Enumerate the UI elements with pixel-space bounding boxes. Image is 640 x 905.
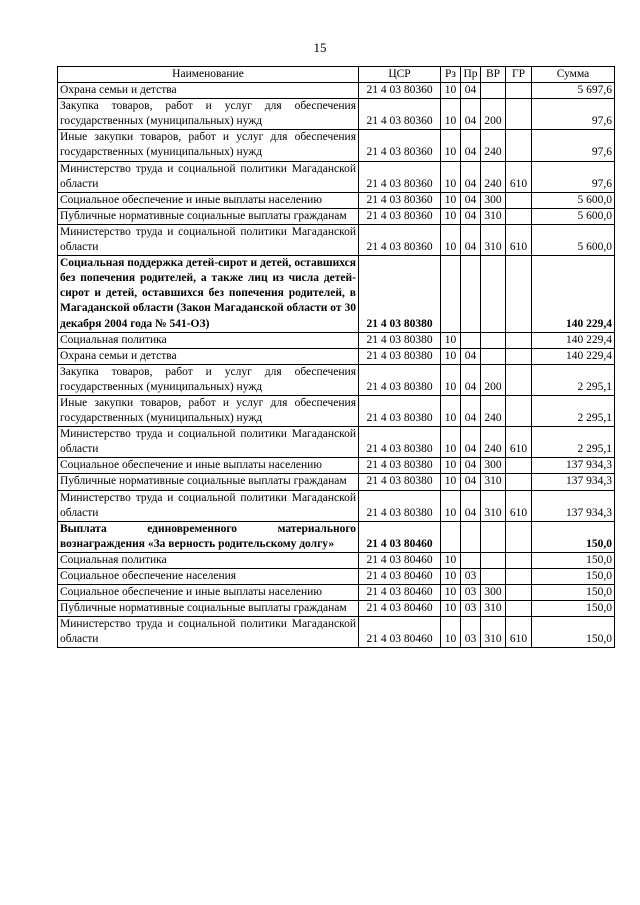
cell-sum: 5 600,0 bbox=[532, 192, 615, 208]
table-row bbox=[58, 427, 615, 458]
table-row bbox=[58, 458, 615, 474]
cell-vr: 310 bbox=[481, 617, 506, 648]
cell-sum: 140 229,4 bbox=[532, 348, 615, 364]
budget-table bbox=[57, 66, 615, 648]
cell-name: Охрана семьи и детства bbox=[58, 348, 359, 364]
header-rz: Рз bbox=[441, 67, 461, 83]
cell-pr: 04 bbox=[461, 99, 481, 130]
cell-name: Министерство труда и социальной политики Магаданской области bbox=[58, 224, 359, 255]
cell-gr bbox=[506, 601, 532, 617]
cell-rz: 10 bbox=[441, 192, 461, 208]
cell-csr: 21 4 03 80380 bbox=[359, 490, 441, 521]
cell-rz: 10 bbox=[441, 224, 461, 255]
cell-pr: 04 bbox=[461, 161, 481, 192]
cell-rz: 10 bbox=[441, 99, 461, 130]
cell-csr: 21 4 03 80380 bbox=[359, 256, 441, 332]
cell-csr: 21 4 03 80360 bbox=[359, 130, 441, 161]
cell-sum: 2 295,1 bbox=[532, 427, 615, 458]
cell-rz: 10 bbox=[441, 83, 461, 99]
cell-sum: 150,0 bbox=[532, 569, 615, 585]
cell-pr: 04 bbox=[461, 130, 481, 161]
cell-gr bbox=[506, 458, 532, 474]
cell-rz bbox=[441, 521, 461, 552]
cell-vr: 310 bbox=[481, 601, 506, 617]
cell-vr: 240 bbox=[481, 427, 506, 458]
cell-csr: 21 4 03 80460 bbox=[359, 585, 441, 601]
cell-sum: 97,6 bbox=[532, 130, 615, 161]
cell-rz: 10 bbox=[441, 601, 461, 617]
cell-name: Министерство труда и социальной политики Магаданской области bbox=[58, 490, 359, 521]
cell-csr: 21 4 03 80360 bbox=[359, 83, 441, 99]
cell-name: Социальное обеспечение и иные выплаты населению bbox=[58, 585, 359, 601]
cell-gr: 610 bbox=[506, 490, 532, 521]
cell-vr bbox=[481, 348, 506, 364]
cell-sum: 150,0 bbox=[532, 617, 615, 648]
cell-vr: 240 bbox=[481, 130, 506, 161]
table-row bbox=[58, 521, 615, 552]
cell-gr bbox=[506, 192, 532, 208]
cell-vr: 300 bbox=[481, 458, 506, 474]
cell-rz: 10 bbox=[441, 427, 461, 458]
cell-gr bbox=[506, 348, 532, 364]
header-sum: Сумма bbox=[532, 67, 615, 83]
cell-name: Иные закупки товаров, работ и услуг для обеспечения государственных (муниципальных) нужд bbox=[58, 395, 359, 426]
table-row bbox=[58, 161, 615, 192]
cell-pr bbox=[461, 256, 481, 332]
cell-rz: 10 bbox=[441, 395, 461, 426]
cell-csr: 21 4 03 80380 bbox=[359, 395, 441, 426]
table-row bbox=[58, 490, 615, 521]
cell-rz: 10 bbox=[441, 585, 461, 601]
cell-pr: 03 bbox=[461, 569, 481, 585]
cell-sum: 150,0 bbox=[532, 601, 615, 617]
cell-csr: 21 4 03 80380 bbox=[359, 458, 441, 474]
cell-vr: 300 bbox=[481, 192, 506, 208]
cell-csr: 21 4 03 80460 bbox=[359, 601, 441, 617]
header-name: Наименование bbox=[58, 67, 359, 83]
cell-pr: 04 bbox=[461, 83, 481, 99]
cell-vr: 310 bbox=[481, 224, 506, 255]
cell-csr: 21 4 03 80360 bbox=[359, 224, 441, 255]
table-row bbox=[58, 83, 615, 99]
header-row bbox=[58, 67, 615, 83]
cell-rz: 10 bbox=[441, 569, 461, 585]
cell-pr: 04 bbox=[461, 458, 481, 474]
cell-pr: 04 bbox=[461, 395, 481, 426]
cell-name: Публичные нормативные социальные выплаты гражданам bbox=[58, 601, 359, 617]
cell-gr bbox=[506, 130, 532, 161]
cell-rz: 10 bbox=[441, 552, 461, 568]
cell-name: Публичные нормативные социальные выплаты гражданам bbox=[58, 208, 359, 224]
cell-pr: 04 bbox=[461, 364, 481, 395]
cell-gr bbox=[506, 521, 532, 552]
cell-name: Закупка товаров, работ и услуг для обеспечения государственных (муниципальных) нужд bbox=[58, 364, 359, 395]
cell-csr: 21 4 03 80360 bbox=[359, 161, 441, 192]
cell-vr bbox=[481, 552, 506, 568]
cell-pr: 04 bbox=[461, 192, 481, 208]
cell-vr: 310 bbox=[481, 208, 506, 224]
cell-vr bbox=[481, 83, 506, 99]
cell-csr: 21 4 03 80380 bbox=[359, 332, 441, 348]
cell-rz: 10 bbox=[441, 348, 461, 364]
cell-name: Выплата единовременного материального вознаграждения «За верность родительскому долгу» bbox=[58, 521, 359, 552]
cell-rz: 10 bbox=[441, 208, 461, 224]
cell-gr bbox=[506, 208, 532, 224]
table-row bbox=[58, 224, 615, 255]
cell-name: Социальная политика bbox=[58, 332, 359, 348]
cell-sum: 137 934,3 bbox=[532, 490, 615, 521]
cell-gr bbox=[506, 256, 532, 332]
cell-csr: 21 4 03 80460 bbox=[359, 521, 441, 552]
table-row bbox=[58, 601, 615, 617]
cell-rz: 10 bbox=[441, 130, 461, 161]
table-row bbox=[58, 395, 615, 426]
cell-name: Министерство труда и социальной политики Магаданской области bbox=[58, 161, 359, 192]
cell-vr: 200 bbox=[481, 99, 506, 130]
cell-gr bbox=[506, 99, 532, 130]
cell-name: Социальная политика bbox=[58, 552, 359, 568]
cell-csr: 21 4 03 80460 bbox=[359, 617, 441, 648]
cell-csr: 21 4 03 80380 bbox=[359, 427, 441, 458]
cell-sum: 97,6 bbox=[532, 99, 615, 130]
cell-csr: 21 4 03 80460 bbox=[359, 569, 441, 585]
table-row bbox=[58, 569, 615, 585]
cell-sum: 137 934,3 bbox=[532, 458, 615, 474]
cell-csr: 21 4 03 80380 bbox=[359, 474, 441, 490]
cell-rz: 10 bbox=[441, 364, 461, 395]
cell-sum: 5 697,6 bbox=[532, 83, 615, 99]
cell-pr bbox=[461, 332, 481, 348]
cell-vr: 240 bbox=[481, 161, 506, 192]
cell-gr bbox=[506, 332, 532, 348]
cell-sum: 140 229,4 bbox=[532, 332, 615, 348]
cell-gr: 610 bbox=[506, 617, 532, 648]
cell-pr: 04 bbox=[461, 427, 481, 458]
cell-pr: 04 bbox=[461, 474, 481, 490]
cell-name: Охрана семьи и детства bbox=[58, 83, 359, 99]
cell-rz: 10 bbox=[441, 161, 461, 192]
cell-name: Социальная поддержка детей-сирот и детей, оставшихся без попечения родителей, а также лиц из числа детей-сирот и детей, оставшихся без попечения родителей, в Магаданской области (Закон Магаданской области от 30 декабря 2004 года № 541-ОЗ) bbox=[58, 256, 359, 332]
cell-rz: 10 bbox=[441, 332, 461, 348]
cell-sum: 150,0 bbox=[532, 552, 615, 568]
cell-vr bbox=[481, 256, 506, 332]
cell-name: Публичные нормативные социальные выплаты гражданам bbox=[58, 474, 359, 490]
cell-gr: 610 bbox=[506, 224, 532, 255]
table-body bbox=[58, 83, 615, 648]
table-row bbox=[58, 364, 615, 395]
table-row bbox=[58, 474, 615, 490]
cell-vr bbox=[481, 569, 506, 585]
cell-sum: 150,0 bbox=[532, 521, 615, 552]
cell-csr: 21 4 03 80460 bbox=[359, 552, 441, 568]
cell-pr: 04 bbox=[461, 224, 481, 255]
table-row bbox=[58, 130, 615, 161]
cell-csr: 21 4 03 80360 bbox=[359, 208, 441, 224]
cell-sum: 137 934,3 bbox=[532, 474, 615, 490]
header-pr: Пр bbox=[461, 67, 481, 83]
cell-gr: 610 bbox=[506, 427, 532, 458]
cell-sum: 150,0 bbox=[532, 585, 615, 601]
table-row bbox=[58, 192, 615, 208]
cell-pr: 04 bbox=[461, 348, 481, 364]
cell-name: Социальное обеспечение населения bbox=[58, 569, 359, 585]
cell-pr: 04 bbox=[461, 208, 481, 224]
cell-csr: 21 4 03 80360 bbox=[359, 99, 441, 130]
table-row bbox=[58, 332, 615, 348]
cell-vr bbox=[481, 521, 506, 552]
cell-csr: 21 4 03 80380 bbox=[359, 348, 441, 364]
table-row bbox=[58, 256, 615, 332]
cell-pr bbox=[461, 521, 481, 552]
table-row bbox=[58, 208, 615, 224]
cell-sum: 2 295,1 bbox=[532, 364, 615, 395]
header-gr: ГР bbox=[506, 67, 532, 83]
table-row bbox=[58, 617, 615, 648]
cell-gr bbox=[506, 395, 532, 426]
cell-rz: 10 bbox=[441, 474, 461, 490]
cell-gr bbox=[506, 569, 532, 585]
header-vr: ВР bbox=[481, 67, 506, 83]
cell-pr: 03 bbox=[461, 617, 481, 648]
cell-rz: 10 bbox=[441, 458, 461, 474]
cell-gr bbox=[506, 474, 532, 490]
cell-name: Министерство труда и социальной политики Магаданской области bbox=[58, 427, 359, 458]
cell-name: Закупка товаров, работ и услуг для обеспечения государственных (муниципальных) нужд bbox=[58, 99, 359, 130]
cell-name: Министерство труда и социальной политики Магаданской области bbox=[58, 617, 359, 648]
cell-vr: 200 bbox=[481, 364, 506, 395]
cell-name: Социальное обеспечение и иные выплаты населению bbox=[58, 458, 359, 474]
cell-pr: 03 bbox=[461, 585, 481, 601]
table-row bbox=[58, 585, 615, 601]
cell-vr bbox=[481, 332, 506, 348]
cell-gr bbox=[506, 83, 532, 99]
cell-gr bbox=[506, 552, 532, 568]
cell-gr bbox=[506, 364, 532, 395]
cell-sum: 5 600,0 bbox=[532, 224, 615, 255]
cell-csr: 21 4 03 80360 bbox=[359, 192, 441, 208]
cell-vr: 310 bbox=[481, 490, 506, 521]
cell-pr: 03 bbox=[461, 601, 481, 617]
cell-sum: 5 600,0 bbox=[532, 208, 615, 224]
cell-csr: 21 4 03 80380 bbox=[359, 364, 441, 395]
cell-sum: 140 229,4 bbox=[532, 256, 615, 332]
cell-vr: 300 bbox=[481, 585, 506, 601]
cell-name: Иные закупки товаров, работ и услуг для обеспечения государственных (муниципальных) нужд bbox=[58, 130, 359, 161]
cell-vr: 240 bbox=[481, 395, 506, 426]
table-row bbox=[58, 99, 615, 130]
cell-gr: 610 bbox=[506, 161, 532, 192]
page-number: 15 bbox=[313, 40, 327, 55]
cell-sum: 2 295,1 bbox=[532, 395, 615, 426]
header-csr: ЦСР bbox=[359, 67, 441, 83]
table-row bbox=[58, 348, 615, 364]
cell-pr bbox=[461, 552, 481, 568]
cell-vr: 310 bbox=[481, 474, 506, 490]
table-row bbox=[58, 552, 615, 568]
cell-pr: 04 bbox=[461, 490, 481, 521]
cell-gr bbox=[506, 585, 532, 601]
cell-rz bbox=[441, 256, 461, 332]
cell-rz: 10 bbox=[441, 490, 461, 521]
cell-sum: 97,6 bbox=[532, 161, 615, 192]
cell-rz: 10 bbox=[441, 617, 461, 648]
cell-name: Социальное обеспечение и иные выплаты населению bbox=[58, 192, 359, 208]
